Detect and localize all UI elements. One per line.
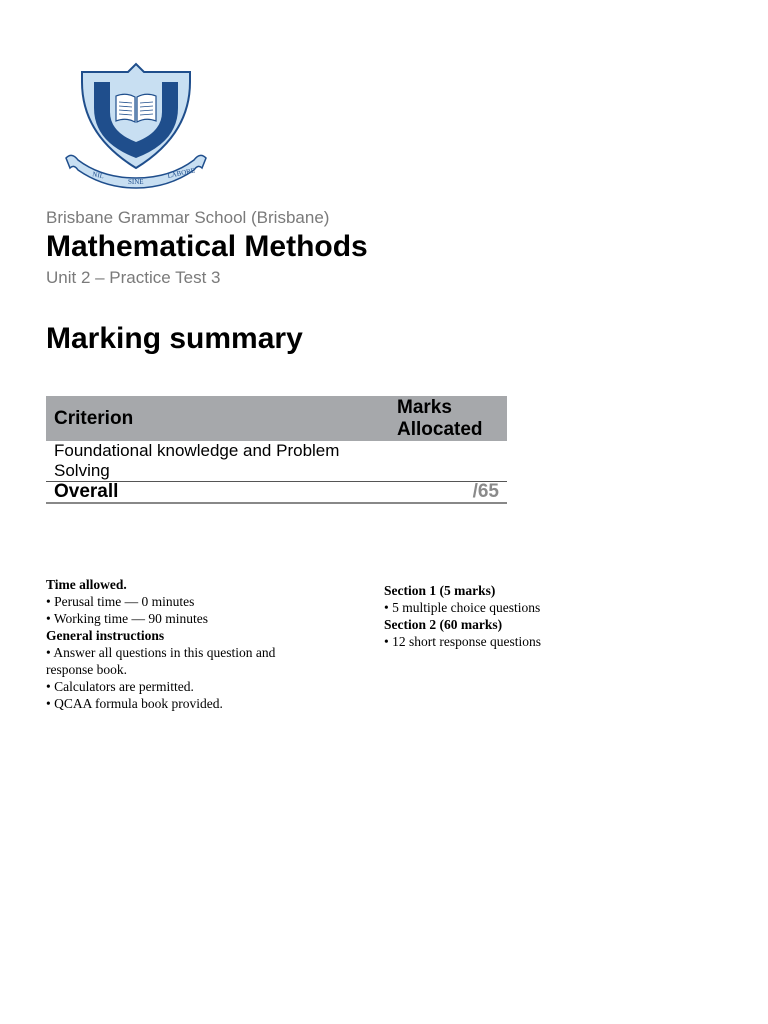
list-item: • Answer all questions in this question and response book.: [46, 645, 276, 677]
list-item: • 12 short response questions: [384, 634, 541, 649]
list-item: • 5 multiple choice questions: [384, 600, 541, 615]
section-1-heading: Section 1 (5 marks): [384, 583, 496, 598]
list-item: • Working time — 90 minutes: [46, 611, 209, 626]
svg-text:NIL: NIL: [91, 170, 105, 181]
criterion-column-header: Criterion: [46, 396, 397, 441]
marking-summary-heading: Marking summary: [46, 322, 303, 355]
svg-text:LABORE: LABORE: [166, 166, 196, 180]
overall-total: /65: [397, 482, 507, 504]
criterion-cell: Foundational knowledge and Problem Solving: [54, 441, 340, 480]
general-instructions-heading: General instructions: [46, 628, 165, 643]
svg-text:SINE: SINE: [128, 178, 144, 186]
instructions-right-column: [384, 582, 644, 650]
list-item: • Perusal time — 0 minutes: [46, 594, 195, 609]
marks-cell: [397, 441, 507, 482]
school-name: Brisbane Grammar School (Brisbane): [46, 208, 330, 227]
time-allowed-heading: Time allowed.: [46, 577, 127, 592]
marking-summary-table: [46, 396, 507, 504]
list-item: • Calculators are permitted.: [46, 679, 194, 694]
section-2-heading: Section 2 (60 marks): [384, 617, 503, 632]
school-crest-logo: [62, 60, 210, 190]
overall-label: Overall: [46, 482, 397, 504]
instructions-left-column: [46, 576, 316, 712]
overall-row: [46, 482, 507, 504]
unit-subtitle: Unit 2 – Practice Test 3: [46, 268, 221, 287]
list-item: • QCAA formula book provided.: [46, 696, 223, 711]
subject-title: Mathematical Methods: [46, 230, 368, 263]
table-row: [46, 441, 507, 482]
crest-icon: [62, 60, 210, 190]
table-header-row: [46, 396, 507, 441]
marks-column-header: Marks Allocated: [397, 396, 507, 441]
